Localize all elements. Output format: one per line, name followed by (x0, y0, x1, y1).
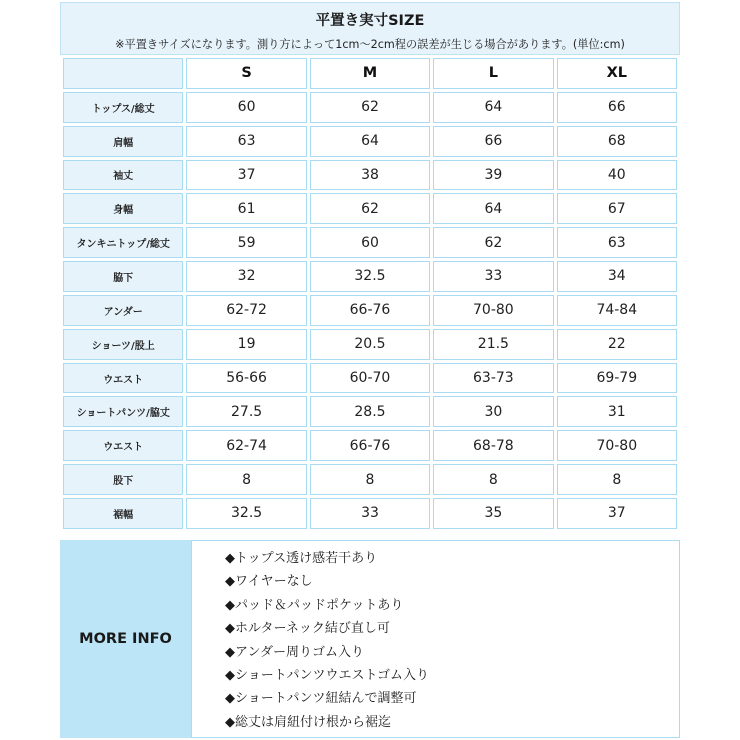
measurement-value: 37 (186, 160, 306, 191)
measurement-value: 33 (310, 498, 430, 529)
measurement-value: 62 (310, 92, 430, 123)
measurement-label: ショートパンツ/脇丈 (63, 396, 183, 427)
measurement-label: 肩幅 (63, 126, 183, 157)
measurement-value: 66-76 (310, 430, 430, 461)
measurement-value: 59 (186, 227, 306, 258)
measurement-label: ショーツ/股上 (63, 329, 183, 360)
measurement-value: 68 (557, 126, 677, 157)
measurement-value: 70-80 (433, 295, 553, 326)
size-chart-title: 平置き実寸SIZE (315, 13, 425, 29)
measurement-value: 66-76 (310, 295, 430, 326)
table-row (63, 227, 677, 258)
measurement-value: 8 (186, 464, 306, 495)
size-column-header: M (310, 58, 430, 89)
measurement-value: 19 (186, 329, 306, 360)
measurement-label: ウエスト (63, 430, 183, 461)
measurement-label: 股下 (63, 464, 183, 495)
more-info-label: MORE INFO (60, 540, 191, 738)
more-info-list (191, 540, 680, 738)
table-row (63, 396, 677, 427)
table-row (63, 498, 677, 529)
measurement-label: ウエスト (63, 363, 183, 394)
measurement-value: 28.5 (310, 396, 430, 427)
size-chart-header (60, 2, 680, 55)
measurement-label: アンダー (63, 295, 183, 326)
measurement-value: 70-80 (557, 430, 677, 461)
measurement-value: 8 (433, 464, 553, 495)
measurement-value: 56-66 (186, 363, 306, 394)
measurement-value: 63 (557, 227, 677, 258)
table-row (63, 329, 677, 360)
measurement-value: 38 (310, 160, 430, 191)
table-row (63, 193, 677, 224)
measurement-value: 60 (310, 227, 430, 258)
table-row (63, 126, 677, 157)
measurement-value: 64 (310, 126, 430, 157)
measurement-value: 63 (186, 126, 306, 157)
measurement-value: 32 (186, 261, 306, 292)
measurement-value: 22 (557, 329, 677, 360)
measurement-value: 21.5 (433, 329, 553, 360)
measurement-label: 裾幅 (63, 498, 183, 529)
measurement-value: 62-72 (186, 295, 306, 326)
more-info-section (60, 540, 680, 738)
measurement-value: 64 (433, 92, 553, 123)
measurement-value: 62 (310, 193, 430, 224)
measurement-value: 62 (433, 227, 553, 258)
list-item: ◆ワイヤーなし (225, 574, 313, 590)
table-row (63, 261, 677, 292)
list-item: ◆ショートパンツ紐結んで調整可 (225, 691, 417, 707)
measurement-value: 40 (557, 160, 677, 191)
list-item: ◆アンダー周りゴム入り (225, 644, 364, 660)
measurement-value: 67 (557, 193, 677, 224)
list-item: ◆トップス透け感若干あり (225, 551, 378, 566)
list-item: ◆ホルターネック結び直し可 (225, 621, 390, 637)
table-row (63, 363, 677, 394)
list-item: ◆パッド＆パッドポケットあり (225, 597, 404, 613)
measurement-value: 62-74 (186, 430, 306, 461)
measurement-value: 8 (557, 464, 677, 495)
measurement-value: 33 (433, 261, 553, 292)
measurement-value: 61 (186, 193, 306, 224)
measurement-value: 8 (310, 464, 430, 495)
measurement-value: 60 (186, 92, 306, 123)
list-item: ◆ショートパンツウエストゴム入り (225, 667, 429, 683)
size-column-header: L (433, 58, 553, 89)
measurement-value: 69-79 (557, 363, 677, 394)
measurement-label: トップス/総丈 (63, 92, 183, 123)
table-row (63, 430, 677, 461)
measurement-value: 20.5 (310, 329, 430, 360)
measurement-value: 66 (433, 126, 553, 157)
measurement-value: 31 (557, 396, 677, 427)
measurement-value: 34 (557, 261, 677, 292)
measurement-value: 60-70 (310, 363, 430, 394)
list-item: ◆総丈は肩紐付け根から裾迄 (225, 714, 391, 730)
measurement-value: 66 (557, 92, 677, 123)
measurement-value: 63-73 (433, 363, 553, 394)
measurement-value: 64 (433, 193, 553, 224)
measurement-value: 27.5 (186, 396, 306, 427)
size-table (60, 55, 680, 532)
measurement-value: 30 (433, 396, 553, 427)
table-row (63, 92, 677, 123)
measurement-label: 袖丈 (63, 160, 183, 191)
measurement-value: 32.5 (186, 498, 306, 529)
size-column-header: XL (557, 58, 677, 89)
measurement-value: 37 (557, 498, 677, 529)
size-column-header: S (186, 58, 306, 89)
measurement-value: 74-84 (557, 295, 677, 326)
measurement-value: 32.5 (310, 261, 430, 292)
measurement-label: 脇下 (63, 261, 183, 292)
measurement-label: 身幅 (63, 193, 183, 224)
table-corner-cell (63, 58, 183, 89)
measurement-value: 35 (433, 498, 553, 529)
size-header-row (63, 58, 677, 89)
measurement-label: タンキニトップ/総丈 (63, 227, 183, 258)
table-row (63, 464, 677, 495)
table-row (63, 295, 677, 326)
table-row (63, 160, 677, 191)
measurement-value: 39 (433, 160, 553, 191)
size-chart-note: ※平置きサイズになります。測り方によって1cm〜2cm程の誤差が生じる場合があります。(単位:cm) (115, 38, 625, 51)
measurement-value: 68-78 (433, 430, 553, 461)
